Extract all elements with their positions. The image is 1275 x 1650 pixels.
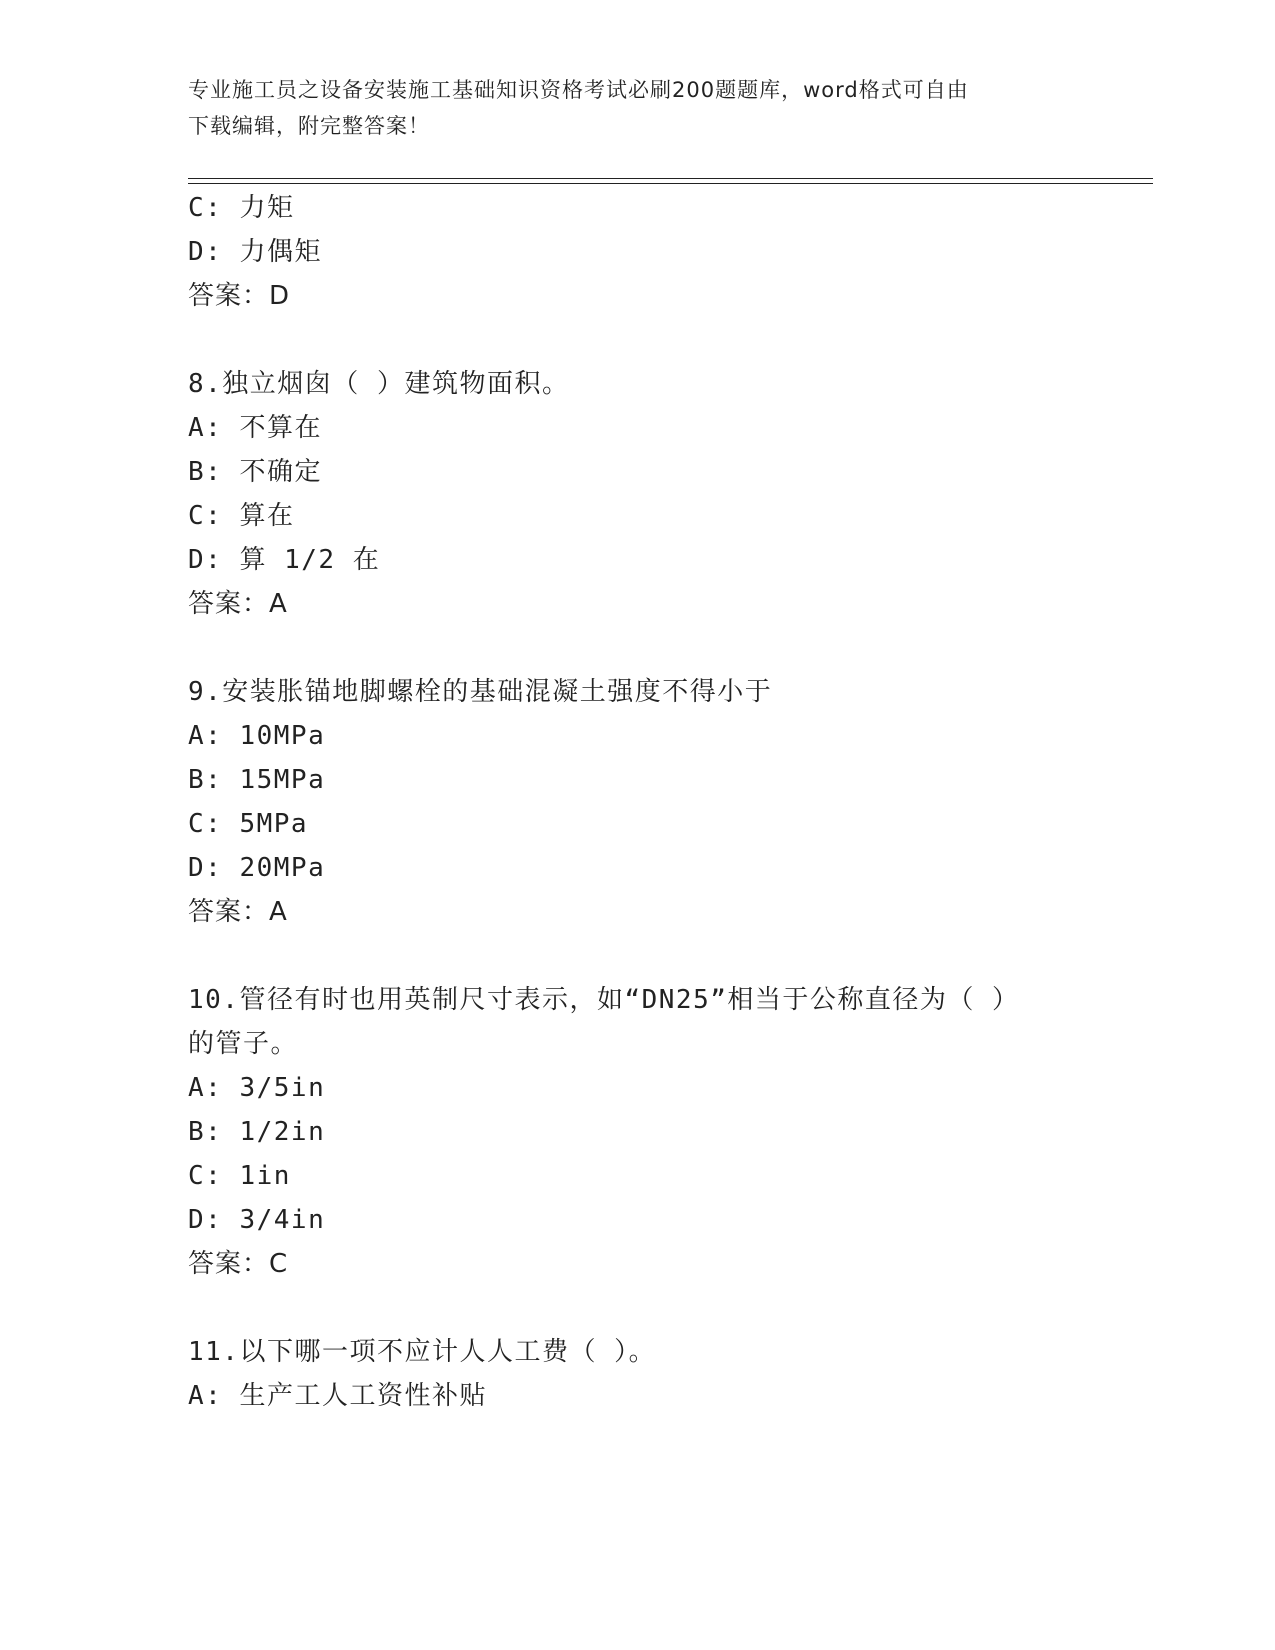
question-10-option-a: A: 3/5in	[188, 1073, 326, 1103]
question-9-answer: 答案：A	[188, 897, 288, 927]
question-11-stem: 11.以下哪一项不应计人人工费（ ）。	[188, 1337, 657, 1367]
question-8-stem: 8.独立烟囱（ ）建筑物面积。	[188, 369, 570, 399]
question-7-answer: 答案：D	[188, 281, 291, 311]
question-9-option-a: A: 10MPa	[188, 721, 326, 751]
question-10-option-b: B: 1/2in	[188, 1117, 326, 1147]
header-divider-top	[188, 178, 1153, 179]
question-10-stem-line-2: 的管子。	[188, 1029, 299, 1059]
question-8-answer: 答案：A	[188, 589, 288, 619]
question-7-option-c: C: 力矩	[188, 193, 295, 223]
question-10-stem-line-1: 10.管径有时也用英制尺寸表示，如“DN25”相当于公称直径为（ ）	[188, 985, 1020, 1015]
question-8-option-a: A: 不算在	[188, 413, 322, 443]
question-10-answer: 答案：C	[188, 1249, 289, 1279]
question-9-stem: 9.安装胀锚地脚螺栓的基础混凝土强度不得小于	[188, 677, 773, 707]
header-line-2: 下载编辑，附完整答案！	[188, 114, 430, 138]
header-divider-bottom	[188, 183, 1153, 184]
question-8-option-d: D: 算 1/2 在	[188, 545, 381, 575]
question-8-option-c: C: 算在	[188, 501, 295, 531]
question-8-option-b: B: 不确定	[188, 457, 322, 487]
question-7-option-d: D: 力偶矩	[188, 237, 322, 267]
header-line-1: 专业施工员之设备安装施工基础知识资格考试必刷200题题库，word格式可自由	[188, 78, 969, 102]
document-header	[188, 72, 1088, 144]
question-9-option-c: C: 5MPa	[188, 809, 309, 839]
question-9-option-d: D: 20MPa	[188, 853, 326, 883]
question-10-option-c: C: 1in	[188, 1161, 291, 1191]
question-10-option-d: D: 3/4in	[188, 1205, 326, 1235]
question-11-option-a: A: 生产工人工资性补贴	[188, 1381, 487, 1411]
question-9-option-b: B: 15MPa	[188, 765, 326, 795]
